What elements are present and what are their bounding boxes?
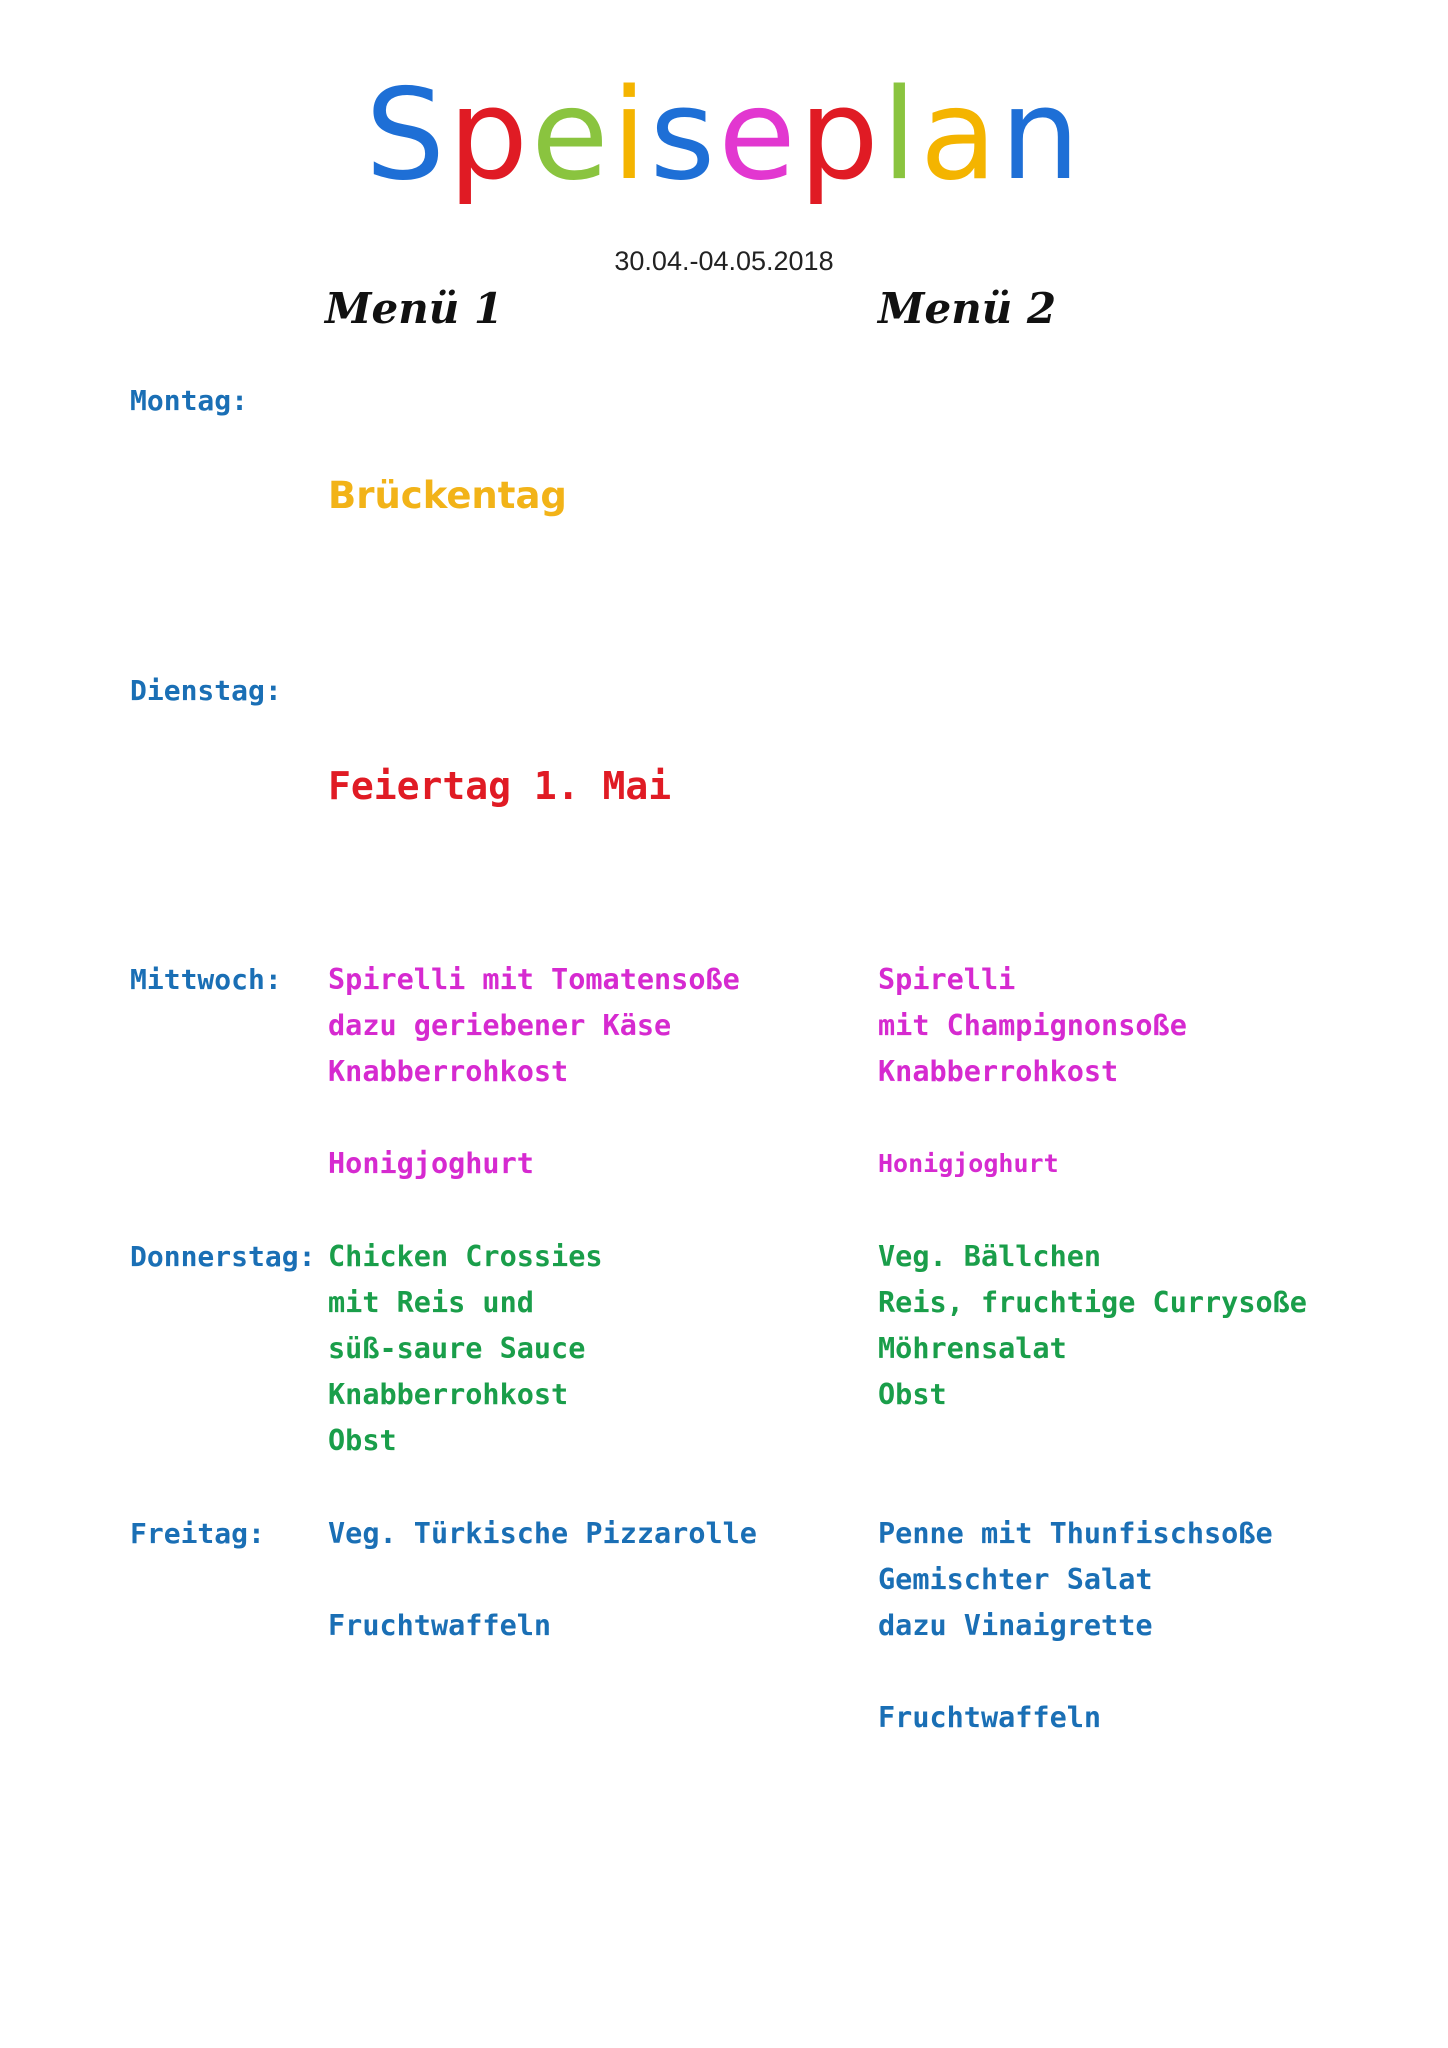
menu1-item: mit Reis und xyxy=(328,1286,534,1319)
menu2-item: dazu Vinaigrette xyxy=(878,1609,1153,1642)
title-letter: i xyxy=(611,61,650,208)
title-letter: n xyxy=(1000,61,1083,208)
title-letter: s xyxy=(649,61,719,208)
menu2-item: Knabberrohkost xyxy=(878,1055,1119,1088)
title-letter: l xyxy=(881,61,920,208)
title-letter: p xyxy=(448,61,532,208)
menu1-item: Chicken Crossies xyxy=(328,1240,603,1273)
day-label-dienstag: Dienstag: xyxy=(130,674,282,707)
menu1-item: Honigjoghurt xyxy=(328,1147,534,1180)
menu2-item: Veg. Bällchen xyxy=(878,1240,1102,1273)
title-letter: e xyxy=(718,61,799,208)
page-title xyxy=(0,61,1448,208)
menu1-item: Veg. Türkische Pizzarolle xyxy=(328,1517,757,1550)
menu2-item: Spirelli xyxy=(878,963,1016,996)
menu1-item: dazu geriebener Käse xyxy=(328,1009,672,1042)
menu2-item: Möhrensalat xyxy=(878,1332,1067,1365)
title-letter: p xyxy=(798,61,882,208)
menu1-item: Obst xyxy=(328,1424,397,1457)
title-letter: S xyxy=(365,61,449,208)
menu1-item: Knabberrohkost xyxy=(328,1378,569,1411)
menu2-item: Gemischter Salat xyxy=(878,1563,1153,1596)
day-label-freitag: Freitag: xyxy=(130,1517,265,1550)
day-label-mittwoch: Mittwoch: xyxy=(130,963,282,996)
menu2-item: Obst xyxy=(878,1378,947,1411)
note-brueckentag: Brückentag xyxy=(328,474,567,517)
title-letter: e xyxy=(531,61,612,208)
title-letter: a xyxy=(919,61,1001,208)
note-feiertag: Feiertag 1. Mai xyxy=(328,764,672,808)
menu1-header: Menü 1 xyxy=(325,284,504,333)
menu2-item: Reis, fruchtige Currysoße xyxy=(878,1286,1307,1319)
menu1-item: Knabberrohkost xyxy=(328,1055,569,1088)
menu1-item: Spirelli mit Tomatensoße xyxy=(328,963,740,996)
menu2-header: Menü 2 xyxy=(878,284,1057,333)
day-label-donnerstag: Donnerstag: xyxy=(130,1240,316,1273)
menu2-item: Penne mit Thunfischsoße xyxy=(878,1517,1273,1550)
menu1-item: süß-saure Sauce xyxy=(328,1332,586,1365)
day-label-montag: Montag: xyxy=(130,384,249,417)
menu2-item: mit Champignonsoße xyxy=(878,1009,1187,1042)
menu2-item: Honigjoghurt xyxy=(878,1149,1059,1178)
menu2-item: Fruchtwaffeln xyxy=(878,1701,1102,1734)
menu1-item: Fruchtwaffeln xyxy=(328,1609,552,1642)
date-range: 30.04.-04.05.2018 xyxy=(614,246,834,276)
